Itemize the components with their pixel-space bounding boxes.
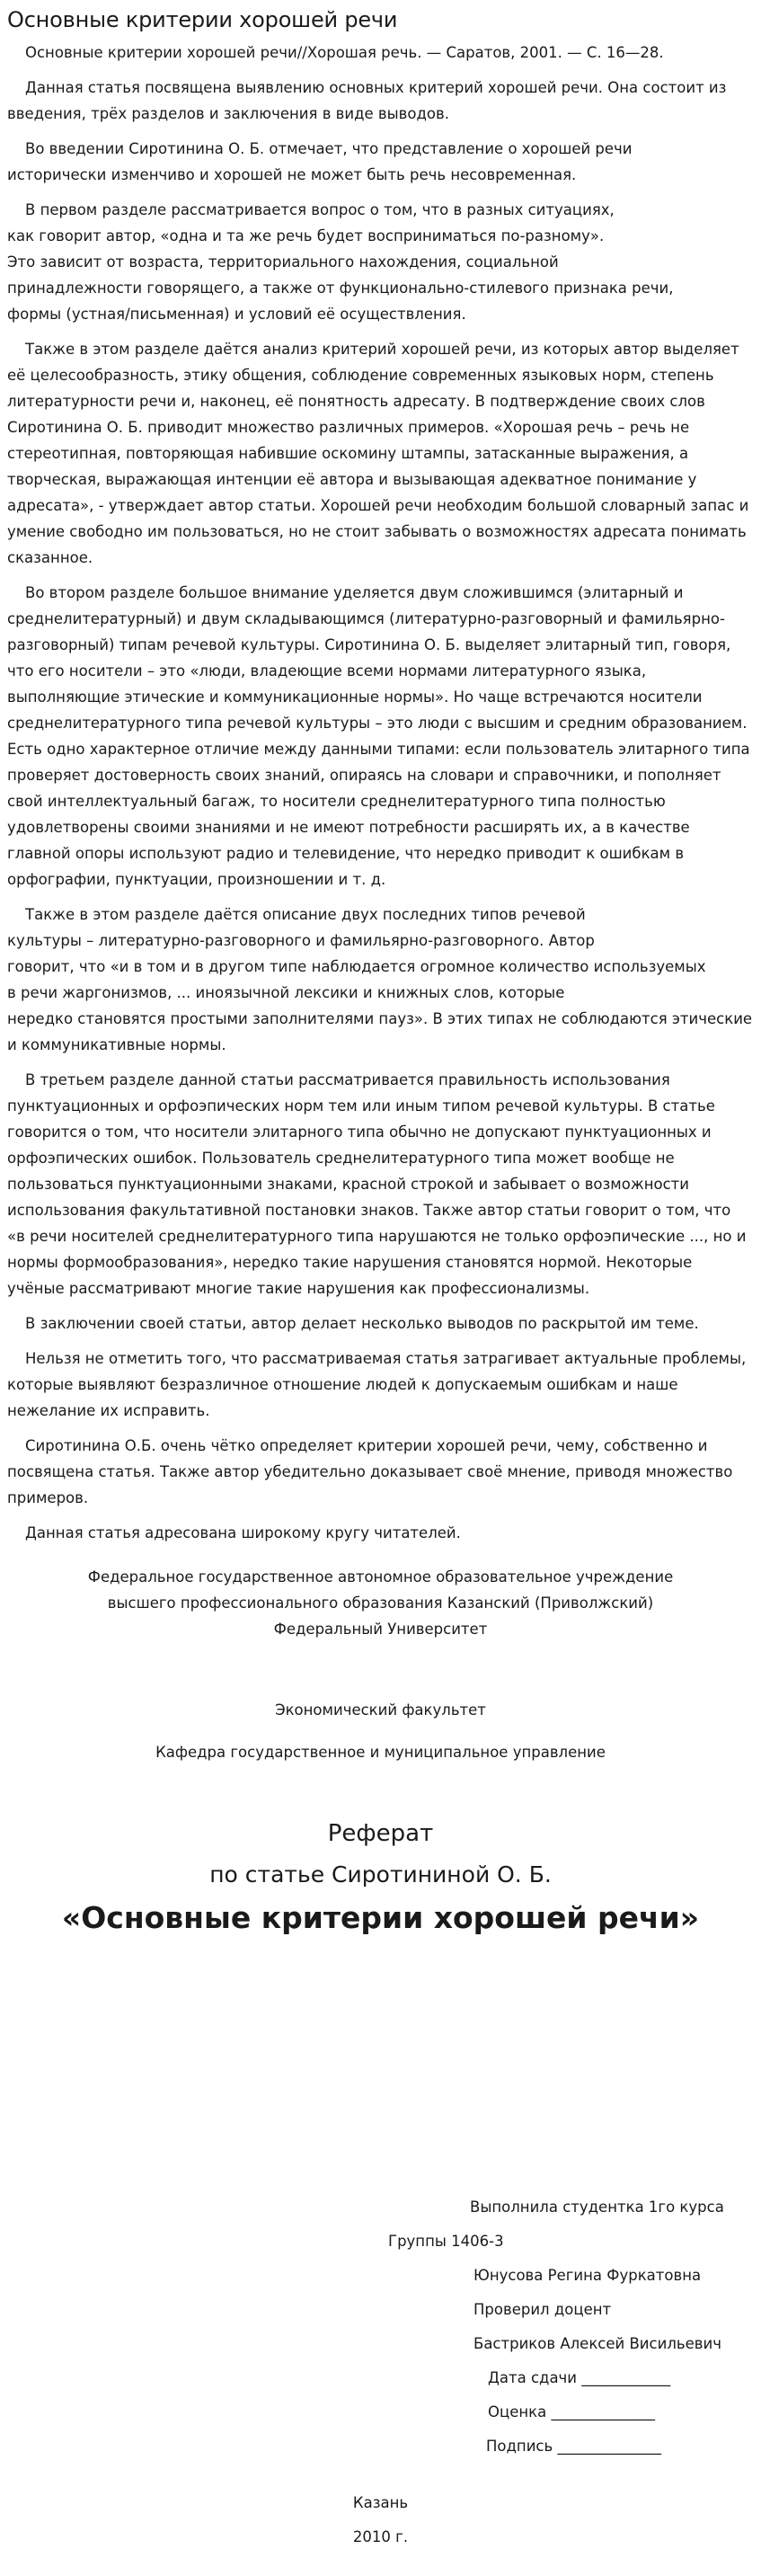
performed-by: Выполнила студентка 1го курса (470, 2198, 724, 2216)
checked-by: Проверил доцент (473, 2301, 612, 2318)
paragraph-conclusion: В заключении своей статьи, автор делает несколько выводов по раскрытой им теме. (25, 1315, 699, 1332)
checker-name: Бастриков Алексей Висильевич (473, 2335, 721, 2352)
document-title: Основные критерии хорошей речи (7, 7, 398, 32)
grade-line: Оценка ______________ (488, 2403, 655, 2421)
referat-heading: Реферат (327, 1820, 434, 1847)
paragraph-introduction: Во введении Сиротинина О. Б. отмечает, что представление о хорошей речи исторически изменчиво и хорошей не может быть речь несовременная. (7, 140, 633, 183)
paragraph-section-three: В третьем разделе данной статьи рассматривается правильность использования пунктуационных и орфоэпических норм тем или иным типом речевой культуры. В статье говорится о том, что носители элитарного типа обычно не допускают пунктуационных и орфоэпических ошибок. Пользователь среднелитературного типа может вообще не пользоваться пунктуационными знаками, красной строкой и забывает о возможности использования факультативной постановки знаков. Также автор статьи говорит о том, что «в речи носителей среднелитературного типа нарушаются не только орфоэпические ..., но и нормы формообразования», нередко такие нарушения становятся нормой. Некоторые учёные рассматривают многие такие нарушения как профессионализмы. (7, 1071, 747, 1297)
article-body (7, 40, 753, 1555)
paragraph-evaluation: Сиротинина О.Б. очень чётко определяет критерии хорошей речи, чему, собственно и посвящена статья. Также автор убедительно доказывает своё мнение, приводя множество примеров. (7, 1437, 733, 1506)
university-name: Федеральное государственное автономное образовательное учреждение высшего профессионального образования Казанский (Приволжский) Федеральный Университет (87, 1568, 674, 1638)
paragraph-section-one: В первом разделе рассматривается вопрос о том, что в разных ситуациях, как говорит автор, «одна и та же речь будет восприниматься по-разному». Это зависит от возраста, территориального нахождения, социальной принадлежности говорящего, а также от функционально-стилевого признака речи, формы (устная/письменная) и условий её осуществления. (7, 201, 674, 323)
referat-subtitle: по статье Сиротининой О. Б. (209, 1861, 552, 1888)
paragraph-section-two: Во втором разделе большое внимание уделяется двум сложившимся (элитарный и среднелитературный) и двум складывающимся (литературно-разговорный и фамильярно-разговорный) типам речевой культуры. Сиротинина О. Б. выделяет элитарный тип, говоря, что его носители – это «люди, владеющие всеми нормами литературного языка, выполняющие этические и коммуникационные нормы». Но чаще встречаются носители среднелитературного типа речевой культуры – это люди с высшим и средним образованием. Есть одно характерное отличие между данными типами: если пользователь элитарного типа проверяет достоверность своих знаний, опираясь на словари и справочники, и пополняет свой интеллектуальный багаж, то носители среднелитературного типа полностью удовлетворены своими знаниями и не имеют потребности расширять их, а в качестве главной опоры используют радио и телевидение, что нередко приводит к ошибкам в орфографии, пунктуации, произношении и т. д. (7, 584, 750, 888)
paragraph-section-one-criteria: Также в этом разделе даётся анализ критерий хорошей речи, из которых автор выделяет её целесообразность, этику общения, соблюдение современных языковых норм, степень литературности речи и, наконец, её понятность адресату. В подтверждение своих слов Сиротинина О. Б. приводит множество различных примеров. «Хорошая речь – речь не стереотипная, повторяющая набившие оскомину штампы, затасканные выражения, а творческая, выражающая интенции её автора и вызывающая адекватное понимание у адресата», - утверждает автор статьи. Хорошей речи необходим большой словарный запас и умение свободно им пользоваться, но не стоит забывать о возможностях адресата понимать сказанное. (7, 341, 749, 566)
city: Казань (352, 2494, 409, 2511)
submission-date-line: Дата сдачи ____________ (488, 2369, 671, 2386)
paragraph-opinion: Нельзя не отметить того, что рассматриваемая статья затрагивает актуальные проблемы, которые выявляют безразличное отношение людей к допускаемым ошибкам и наше нежелание их исправить. (7, 1350, 747, 1419)
student-group: Группы 1406-3 (388, 2233, 504, 2250)
faculty-name: Экономический факультет (275, 1701, 486, 1719)
paragraph-citation: Основные критерии хорошей речи//Хорошая речь. — Саратов, 2001. — С. 16—28. (25, 44, 664, 61)
paragraph-purpose: Данная статья посвящена выявлению основных критерий хорошей речи. Она состоит из введения, трёх разделов и заключения в виде выводов. (7, 79, 727, 122)
paragraph-section-two-types: Также в этом разделе даётся описание двух последних типов речевой культуры – литературно-разговорного и фамильярно-разговорного. Автор говорит, что «и в том и в другом типе наблюдается огромное количество используемых в речи жаргонизмов, ... иноязычной лексики и книжных слов, которые нередко становятся простыми заполнителями пауз». В этих типах не соблюдаются этические и коммуникативные нормы. (7, 906, 753, 1053)
paragraph-audience: Данная статья адресована широкому кругу читателей. (25, 1524, 461, 1541)
year: 2010 г. (352, 2528, 409, 2545)
signature-line: Подпись ______________ (486, 2438, 661, 2455)
department-name: Кафедра государственное и муниципальное управление (155, 1744, 606, 1761)
student-name: Юнусова Регина Фуркатовна (473, 2267, 702, 2284)
referat-title: «Основные критерии хорошей речи» (61, 1900, 700, 1935)
